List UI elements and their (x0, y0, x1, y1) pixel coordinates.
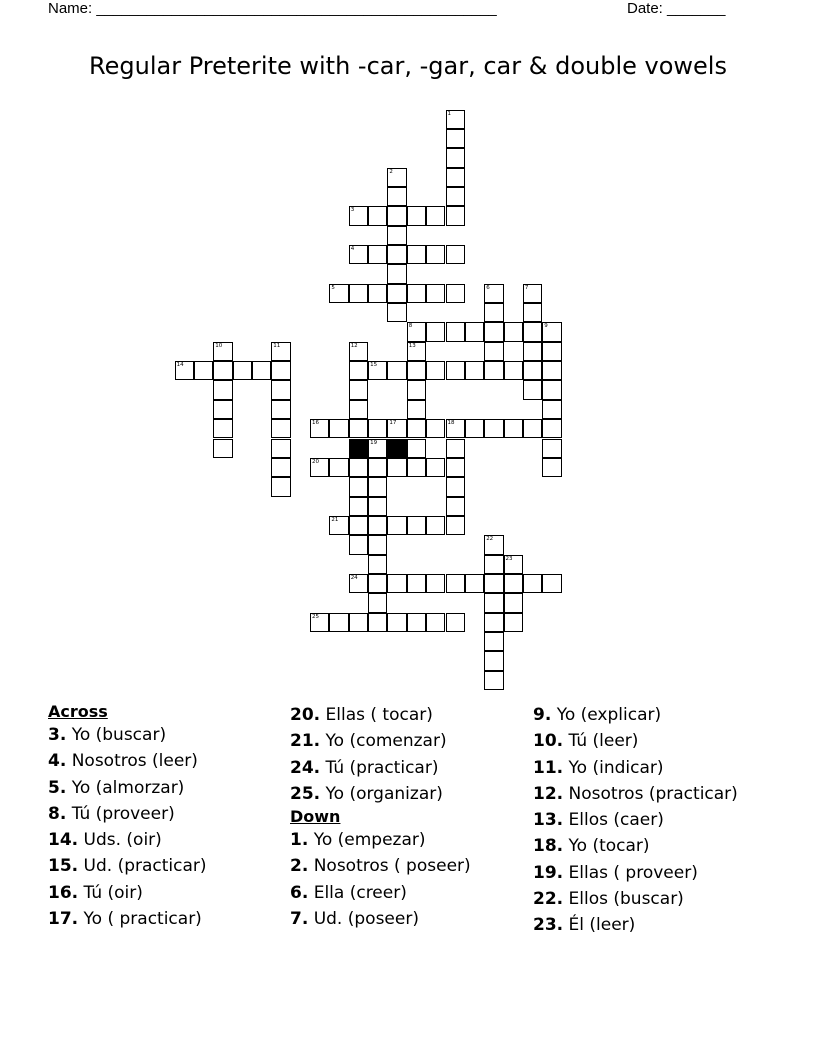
crossword-cell[interactable] (329, 419, 348, 438)
clue-column-2 (290, 702, 471, 932)
crossword-cell[interactable] (446, 516, 465, 535)
clue-item-text: Yo (almorzar) (66, 777, 185, 798)
crossword-cell[interactable] (542, 380, 561, 399)
crossword-cell[interactable] (523, 380, 542, 399)
crossword-cell[interactable] (271, 361, 290, 380)
clue-item (48, 880, 207, 906)
clue-number: 3 (350, 207, 355, 214)
clue-number: 23 (505, 555, 513, 562)
clue-number: 14 (176, 362, 184, 369)
crossword-cell[interactable] (407, 613, 426, 632)
crossword-cell[interactable] (407, 206, 426, 225)
crossword-cell[interactable] (542, 361, 561, 380)
clue-number: 7 (524, 284, 529, 291)
crossword-cell[interactable] (484, 671, 503, 690)
crossword-cell[interactable] (407, 284, 426, 303)
clue-item (48, 722, 207, 748)
clue-item-text: Yo ( practicar) (78, 909, 202, 930)
clue-item-text: Ellos (caer) (563, 810, 664, 831)
clue-item (533, 886, 738, 912)
crossword-cell[interactable] (387, 226, 406, 245)
crossword-cell[interactable] (504, 419, 523, 438)
clue-number: 22 (486, 536, 494, 543)
crossword-cell[interactable] (542, 419, 561, 438)
crossword-cell[interactable] (368, 497, 387, 516)
clue-item-text: Ud. (practicar) (78, 856, 207, 877)
clue-item-number: 19. (533, 862, 564, 883)
crossword-cell[interactable] (542, 439, 561, 458)
crossword-cell[interactable] (407, 342, 426, 361)
clue-item-text: Tú (proveer) (66, 803, 175, 824)
crossword-cell[interactable] (329, 613, 348, 632)
clue-item-number: 24. (290, 757, 321, 778)
crossword-cell[interactable] (349, 245, 368, 264)
crossword-cell[interactable] (368, 477, 387, 496)
clue-item-text: Uds. (oir) (78, 830, 162, 851)
crossword-cell[interactable] (368, 535, 387, 554)
crossword-cell[interactable] (349, 361, 368, 380)
clue-item-text: Nosotros (leer) (66, 751, 198, 772)
clue-item-number: 10. (533, 731, 564, 752)
crossword-cell[interactable] (387, 303, 406, 322)
crossword-cell[interactable] (271, 458, 290, 477)
clue-item-text: Ud. (poseer) (308, 909, 419, 930)
crossword-cell[interactable] (484, 303, 503, 322)
clue-item (290, 853, 471, 879)
clue-item (533, 833, 738, 859)
crossword-cell[interactable] (349, 535, 368, 554)
crossword-cell[interactable] (484, 535, 503, 554)
crossword-cell[interactable] (368, 458, 387, 477)
crossword-cell[interactable] (407, 574, 426, 593)
clue-number: 15 (370, 362, 378, 369)
crossword-cell[interactable] (387, 245, 406, 264)
clue-item-text: Yo (tocar) (563, 836, 650, 857)
crossword-cell[interactable] (446, 477, 465, 496)
clue-number: 9 (544, 323, 548, 330)
crossword-cell[interactable] (387, 613, 406, 632)
clue-number: 11 (273, 342, 281, 349)
clue-item-number: 22. (533, 889, 564, 910)
clue-number: 12 (350, 342, 358, 349)
crossword-cell[interactable] (523, 322, 542, 341)
clue-item-text: Yo (comenzar) (320, 731, 447, 752)
crossword-cell[interactable] (175, 361, 194, 380)
crossword-cell[interactable] (349, 497, 368, 516)
crossword-cell[interactable] (407, 400, 426, 419)
crossword-cell[interactable] (465, 322, 484, 341)
clue-number: 13 (408, 342, 416, 349)
crossword-cell[interactable] (523, 342, 542, 361)
crossword-cell[interactable] (484, 419, 503, 438)
clue-item-text: Tú (oir) (78, 882, 143, 903)
clue-item-number: 8. (48, 803, 67, 824)
crossword-cell[interactable] (387, 361, 406, 380)
clue-item-number: 1. (290, 830, 309, 851)
crossword-cell[interactable] (271, 400, 290, 419)
crossword-cell[interactable] (446, 574, 465, 593)
clue-item (48, 827, 207, 853)
clue-item-text: Yo (organizar) (320, 783, 443, 804)
clue-item (290, 755, 471, 781)
crossword-cell[interactable] (426, 206, 445, 225)
clue-number: 24 (350, 574, 358, 581)
crossword-cell[interactable] (465, 574, 484, 593)
clue-number: 2 (389, 168, 393, 175)
clue-item-number: 12. (533, 783, 564, 804)
crossword-cell[interactable] (504, 555, 523, 574)
clue-item (533, 781, 738, 807)
clue-number: 5 (331, 284, 335, 291)
clue-item (533, 807, 738, 833)
crossword-cell[interactable] (194, 361, 213, 380)
crossword-cell[interactable] (484, 322, 503, 341)
crossword-cell[interactable] (387, 187, 406, 206)
crossword-cell[interactable] (446, 419, 465, 438)
crossword-cell[interactable] (504, 361, 523, 380)
clue-number: 1 (447, 110, 451, 117)
crossword-cell[interactable] (523, 303, 542, 322)
crossword-cell[interactable] (387, 419, 406, 438)
clue-item-text: Yo (indicar) (563, 757, 664, 778)
crossword-cell[interactable] (504, 593, 523, 612)
clue-item-text: Ellos (buscar) (563, 889, 684, 910)
clue-item (48, 748, 207, 774)
clue-item-number: 16. (48, 882, 79, 903)
date-field-label: Date: _______ (627, 0, 726, 17)
crossword-cell[interactable] (542, 458, 561, 477)
crossword-cell[interactable] (368, 245, 387, 264)
crossword-cell[interactable] (446, 245, 465, 264)
crossword-cell[interactable] (349, 342, 368, 361)
crossword-cell[interactable] (446, 148, 465, 167)
clue-item-number: 6. (290, 882, 309, 903)
crossword-cell[interactable] (523, 361, 542, 380)
crossword-cell[interactable] (368, 419, 387, 438)
crossword-cell[interactable] (349, 477, 368, 496)
crossword-cell[interactable] (465, 419, 484, 438)
crossword-cell[interactable] (426, 458, 445, 477)
clue-number: 18 (447, 420, 455, 427)
clue-item (48, 801, 207, 827)
crossword-cell[interactable] (407, 322, 426, 341)
crossword-cell[interactable] (484, 593, 503, 612)
clue-item-text: Él (leer) (563, 915, 636, 936)
crossword-cell[interactable] (407, 516, 426, 535)
crossword-cell[interactable] (523, 284, 542, 303)
clue-item (48, 906, 207, 932)
crossword-cell[interactable] (426, 245, 445, 264)
crossword-cell[interactable] (484, 284, 503, 303)
crossword-cell[interactable] (446, 110, 465, 129)
crossword-cell[interactable] (368, 439, 387, 458)
crossword-cell[interactable] (446, 129, 465, 148)
clue-item-text: Tú (practicar) (320, 757, 439, 778)
crossword-cell[interactable] (387, 206, 406, 225)
crossword-cell[interactable] (542, 322, 561, 341)
clue-item-number: 7. (290, 909, 309, 930)
clue-item (533, 860, 738, 886)
clue-item (533, 755, 738, 781)
crossword-cell[interactable] (426, 613, 445, 632)
clue-item-text: Ellas ( proveer) (563, 862, 698, 883)
crossword-cell[interactable] (426, 516, 445, 535)
crossword-cell[interactable] (426, 322, 445, 341)
crossword-cell[interactable] (349, 613, 368, 632)
clue-section-heading: Down (290, 807, 341, 827)
crossword-cell[interactable] (329, 516, 348, 535)
clue-item-number: 4. (48, 751, 67, 772)
clue-number: 16 (312, 420, 319, 427)
clue-item-number: 17. (48, 909, 79, 930)
crossword-cell[interactable] (310, 458, 329, 477)
crossword-cell[interactable] (542, 342, 561, 361)
crossword-cell[interactable] (271, 477, 290, 496)
crossword-cell[interactable] (349, 400, 368, 419)
clue-item-text: Nosotros (practicar) (563, 783, 738, 804)
clue-item-number: 9. (533, 705, 552, 725)
crossword-cell[interactable] (446, 613, 465, 632)
crossword-cell[interactable] (368, 361, 387, 380)
crossword-cell[interactable] (368, 574, 387, 593)
crossword-cell[interactable] (407, 439, 426, 458)
crossword-cell[interactable] (387, 458, 406, 477)
crossword-cell[interactable] (368, 206, 387, 225)
clue-number: 4 (350, 246, 355, 252)
crossword-cell[interactable] (426, 574, 445, 593)
clue-number: 17 (389, 420, 397, 427)
crossword-cell[interactable] (542, 400, 561, 419)
crossword-cell[interactable] (329, 458, 348, 477)
crossword-cell[interactable] (407, 361, 426, 380)
clue-item (290, 702, 471, 728)
crossword-cell[interactable] (523, 419, 542, 438)
clue-item (533, 702, 738, 728)
crossword-cell[interactable] (213, 419, 232, 438)
crossword-cell[interactable] (271, 342, 290, 361)
crossword-cell[interactable] (542, 574, 561, 593)
clue-item (48, 775, 207, 801)
crossword-cell[interactable] (329, 284, 348, 303)
clue-number: 25 (312, 613, 319, 620)
crossword-cell[interactable] (446, 439, 465, 458)
name-field-label: Name: ________________________________________________ (48, 0, 497, 17)
clue-item-number: 15. (48, 856, 79, 877)
crossword-cell[interactable] (271, 380, 290, 399)
clue-item-number: 13. (533, 810, 564, 831)
crossword-cell[interactable] (252, 361, 271, 380)
crossword-cell[interactable] (446, 361, 465, 380)
clue-item-number: 20. (290, 705, 321, 725)
crossword-cell[interactable] (407, 458, 426, 477)
clue-item-text: Ellas ( tocar) (320, 705, 433, 725)
crossword-cell[interactable] (213, 361, 232, 380)
clue-item-number: 5. (48, 777, 67, 798)
crossword-cell[interactable] (484, 651, 503, 670)
crossword-cell[interactable] (349, 458, 368, 477)
clue-number: 6 (486, 284, 490, 291)
crossword-cell[interactable] (407, 245, 426, 264)
crossword-cell[interactable] (484, 361, 503, 380)
crossword-cell[interactable] (271, 439, 290, 458)
crossword-cell[interactable] (349, 284, 368, 303)
crossword-cell[interactable] (349, 419, 368, 438)
crossword-cell[interactable] (504, 574, 523, 593)
crossword-cell[interactable] (484, 342, 503, 361)
clue-column-1 (48, 702, 207, 932)
crossword-cell[interactable] (446, 206, 465, 225)
clue-number: 19 (370, 439, 378, 446)
crossword-cell[interactable] (349, 516, 368, 535)
crossword-cell[interactable] (310, 419, 329, 438)
crossword-cell[interactable] (484, 574, 503, 593)
black-square (349, 439, 368, 458)
crossword-cell[interactable] (446, 187, 465, 206)
clue-item-number: 23. (533, 915, 564, 936)
crossword-cell[interactable] (465, 361, 484, 380)
clue-item-number: 11. (533, 757, 564, 778)
clue-item (290, 781, 471, 807)
clue-item (48, 853, 207, 879)
crossword-cell[interactable] (387, 574, 406, 593)
crossword-cell[interactable] (387, 264, 406, 283)
crossword-cell[interactable] (349, 574, 368, 593)
clue-item (290, 880, 471, 906)
clue-section-heading: Across (48, 702, 108, 721)
crossword-cell[interactable] (446, 322, 465, 341)
clue-column-3 (533, 702, 738, 939)
crossword-cell[interactable] (213, 342, 232, 361)
clue-item (533, 728, 738, 754)
clue-item-text: Ella (creer) (308, 882, 407, 903)
crossword-cell[interactable] (387, 168, 406, 187)
crossword-cell[interactable] (407, 419, 426, 438)
crossword-cell[interactable] (310, 613, 329, 632)
crossword-cell[interactable] (387, 516, 406, 535)
clue-item-number: 25. (290, 783, 321, 804)
clue-item-text: Yo (buscar) (66, 725, 167, 745)
crossword-cell[interactable] (407, 380, 426, 399)
crossword-cell[interactable] (368, 593, 387, 612)
page-title: Regular Preterite with -car, -gar, car & double vowels (89, 52, 727, 80)
clue-item-text: Nosotros ( poseer) (308, 856, 471, 877)
crossword-cell[interactable] (523, 574, 542, 593)
crossword-cell[interactable] (368, 613, 387, 632)
crossword-cell[interactable] (446, 284, 465, 303)
clue-item-number: 2. (290, 856, 309, 877)
clue-item-number: 14. (48, 830, 79, 851)
clue-number: 20 (312, 458, 319, 465)
crossword-cell[interactable] (213, 400, 232, 419)
crossword-cell[interactable] (368, 555, 387, 574)
crossword-cell[interactable] (446, 458, 465, 477)
crossword-cell[interactable] (368, 284, 387, 303)
crossword-cell[interactable] (349, 380, 368, 399)
crossword-cell[interactable] (271, 419, 290, 438)
crossword-cell[interactable] (484, 632, 503, 651)
clue-item (290, 728, 471, 754)
clue-number: 10 (215, 342, 223, 349)
clue-item (533, 912, 738, 938)
clue-number: 8 (408, 323, 413, 330)
clue-item-number: 21. (290, 731, 321, 752)
crossword-cell[interactable] (446, 168, 465, 187)
crossword-cell[interactable] (426, 361, 445, 380)
crossword-cell[interactable] (349, 206, 368, 225)
crossword-cell[interactable] (213, 380, 232, 399)
crossword-cell[interactable] (213, 439, 232, 458)
crossword-cell[interactable] (387, 284, 406, 303)
clue-item-number: 3. (48, 725, 67, 745)
crossword-cell[interactable] (484, 613, 503, 632)
crossword-cell[interactable] (484, 555, 503, 574)
crossword-cell[interactable] (446, 497, 465, 516)
crossword-cell[interactable] (504, 613, 523, 632)
clue-item (290, 827, 471, 853)
clue-item (290, 906, 471, 932)
crossword-cell[interactable] (233, 361, 252, 380)
black-square (387, 439, 406, 458)
clue-item-text: Yo (explicar) (551, 705, 662, 725)
crossword-cell[interactable] (426, 284, 445, 303)
clue-item-text: Yo (empezar) (308, 830, 426, 851)
clue-item-number: 18. (533, 836, 564, 857)
crossword-cell[interactable] (368, 516, 387, 535)
clue-item-text: Tú (leer) (563, 731, 639, 752)
crossword-cell[interactable] (504, 322, 523, 341)
crossword-cell[interactable] (426, 419, 445, 438)
clue-number: 21 (331, 516, 339, 523)
